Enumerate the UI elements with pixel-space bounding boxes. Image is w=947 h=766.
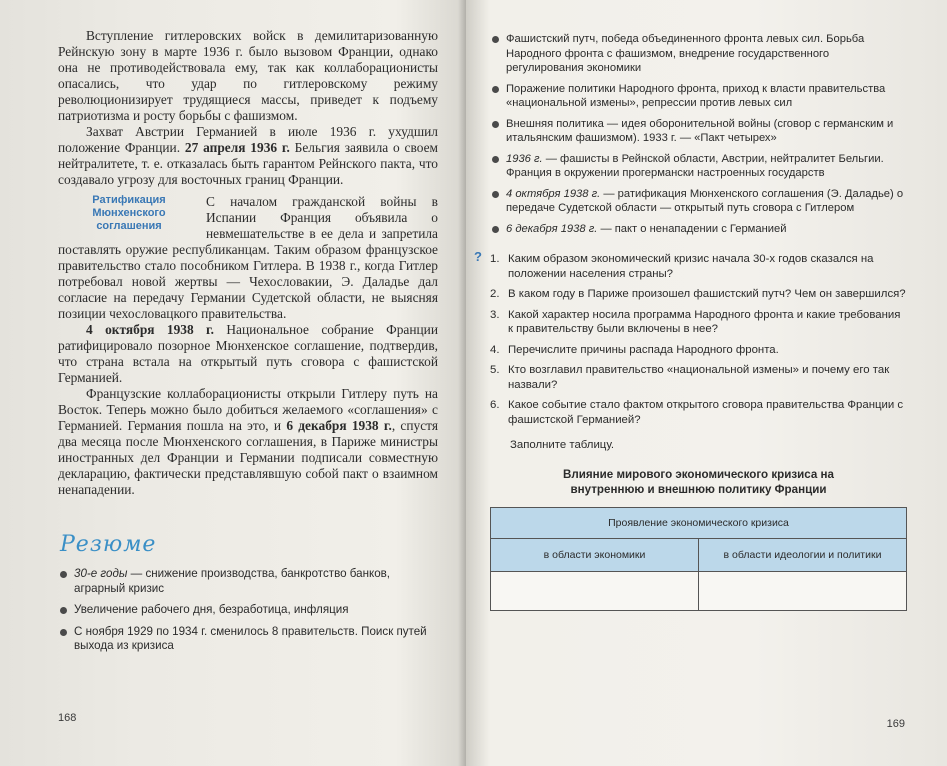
fill-table-prompt: Заполните таблицу. bbox=[510, 439, 615, 451]
summary-bullet-text: Внешняя политика — идея оборонительной войны (сговор с германским и итальянским фашизмом). 1933 г. — «Пакт четырех» bbox=[506, 117, 894, 144]
summary-bullet-date: 4 октября 1938 г. bbox=[506, 187, 601, 200]
question-item bbox=[490, 398, 907, 427]
summary-bullets bbox=[490, 32, 907, 236]
question-mark-icon: ? bbox=[474, 249, 482, 264]
sidebar-label-ratification: Ратификация Мюнхенского соглашения bbox=[92, 194, 166, 232]
question-text: Каким образом экономический кризис начала 30-х годов сказался на положении населения страны? bbox=[508, 253, 874, 280]
question-item bbox=[490, 287, 907, 302]
resume-item bbox=[58, 625, 438, 654]
paragraph-austria-start: Захват Австрии Германией в июле 1936 г. ухудшил bbox=[86, 124, 438, 139]
paragraph-oct-1938 bbox=[58, 322, 438, 386]
summary-bullet-text: — ратификация Мюнхенского соглашения (Э. Даладье) о передаче Судетской области — открытый путь сговора с Гитлером bbox=[506, 187, 904, 214]
resume-item-text: Увеличение рабочего дня, безработица, инфляция bbox=[74, 603, 349, 616]
question-text: Кто возглавил правительство «национальной измены» и почему его так назвали? bbox=[508, 364, 890, 391]
table-caption-line-1: Влияние мирового экономического кризиса на bbox=[563, 468, 834, 481]
table-col-ideology: в области идеологии и политики bbox=[699, 539, 907, 572]
left-page bbox=[0, 0, 466, 766]
question-number: 6. bbox=[490, 399, 500, 411]
resume-item-text: С ноября 1929 по 1934 г. сменилось 8 правительств. Поиск путей выхода из кризиса bbox=[74, 624, 427, 652]
summary-bullet-text: — фашисты в Рейнской области, Австрии, нейтралитет Бельгии. Франция в окружении прогермански настроенных государств bbox=[506, 152, 884, 179]
crisis-table bbox=[490, 507, 907, 611]
paragraph-dec-1938-a: Французские коллаборационисты открыли Гитлеру путь на Восток. Теперь можно было добиться желаемого «соглашения» с Германией. Германия пошла на это, и bbox=[58, 386, 438, 433]
summary-bullet-text: — пакт о ненападении с Германией bbox=[597, 222, 787, 235]
summary-bullet bbox=[490, 82, 907, 111]
table-caption-line-2: внутреннюю и внешнюю политику Франции bbox=[570, 483, 827, 496]
question-text: Какое событие стало фактом открытого сговора правительства Франции с фашистской Германией? bbox=[508, 399, 904, 426]
table-cell-economy[interactable] bbox=[491, 572, 699, 611]
resume-item bbox=[58, 603, 438, 618]
summary-bullet-date: 6 декабря 1938 г. bbox=[506, 222, 598, 235]
summary-bullet-text: Поражение политики Народного фронта, приход к власти правительства «национальной измены», репрессии против левых сил bbox=[506, 82, 886, 109]
date-april-1936: 27 апреля 1936 г. bbox=[184, 140, 290, 155]
question-number: 4. bbox=[490, 343, 500, 356]
paragraph-austria-mid: положение Франции. bbox=[58, 140, 185, 155]
paragraph-rhineland: Вступление гитлеровских войск в демилитаризованную Рейнскую зону в марте 1936 г. было вызовом Франции, однако она не противодействовала ему, так как коллаборационисты опасались, что удар по гитлеровскому режиму революционизирует трудящиеся массы, приведет к подъему патриотизма и росту борьбы с фашизмом. bbox=[58, 28, 438, 123]
date-oct-1938: 4 октября 1938 г. bbox=[86, 322, 214, 337]
paragraph-dec-1938 bbox=[58, 386, 438, 498]
paragraph-spain: С началом гражданской войны в Испании Франция объявила о невмешательстве в ее дела и запретила поставлять оружие республиканцам. Таким образом французское правительство стало пособником Гитлера. В 1938 г., когда Гитлер потребовал новой жертвы — Чехословакии, Э. Даладье дал согласие на передачу Германии Судетской области, не выясняя позиции чехословацкого правительства. bbox=[58, 194, 438, 321]
page-number-left: 168 bbox=[58, 712, 77, 724]
question-number: 2. bbox=[490, 288, 500, 300]
question-item bbox=[490, 252, 907, 281]
question-number: 3. bbox=[490, 308, 500, 321]
summary-bullet-text: Фашистский путч, победа объединенного фронта левых сил. Борьба Народного фронта с фашизмом, внедрение государственного регулирования экономики bbox=[506, 33, 865, 74]
resume-list bbox=[58, 567, 438, 654]
question-text: Перечислите причины распада Народного фронта. bbox=[508, 343, 779, 356]
questions-list bbox=[474, 249, 907, 427]
table-header: Проявление экономического кризиса bbox=[491, 508, 907, 539]
paragraph-oct-1938-text: Национальное собрание Франции ратифицировало позорное Мюнхенское соглашение, подтвердив, что страна встала на открытый путь сговора с фашистской Германией. bbox=[58, 322, 438, 385]
right-page bbox=[466, 0, 947, 766]
resume-heading: Резюме bbox=[60, 532, 157, 557]
question-number: 1. bbox=[490, 253, 500, 265]
paragraph-austria bbox=[58, 124, 438, 188]
paragraph-dec-1938-b: , спустя два месяца после Мюнхенского соглашения, в Париже министры иностранных дел Франции и Германии подписали совместную декларацию, фактически представлявшую собой пакт о взаимном ненападении. bbox=[58, 418, 438, 497]
table-cell-ideology[interactable] bbox=[699, 572, 907, 611]
question-text: В каком году в Париже произошел фашистский путч? Чем он завершился? bbox=[508, 288, 906, 300]
summary-bullet-date: 1936 г. bbox=[506, 152, 543, 165]
summary-bullet bbox=[490, 187, 907, 216]
question-item bbox=[490, 308, 907, 337]
table-caption bbox=[490, 467, 907, 497]
summary-bullet bbox=[490, 152, 907, 181]
table-col-economy: в области экономики bbox=[491, 539, 699, 572]
summary-bullet bbox=[490, 32, 907, 76]
resume-item bbox=[58, 567, 438, 596]
resume-item-text: — снижение производства, банкротство банков, аграрный кризис bbox=[74, 567, 391, 595]
paragraph-austria-end: Бельгия заявила о своем нейтралитете, т. е. отказалась быть гарантом Рейнского пакта, что создавало угрозу для восточных границ Франции. bbox=[58, 140, 439, 187]
question-item bbox=[490, 363, 907, 392]
summary-bullet bbox=[490, 117, 907, 146]
resume-item-em: 30-е годы bbox=[74, 567, 128, 580]
date-dec-1938: 6 декабря 1938 г. bbox=[286, 418, 392, 433]
summary-bullet bbox=[490, 222, 907, 237]
page-number-right: 169 bbox=[886, 718, 905, 730]
question-number: 5. bbox=[490, 364, 500, 376]
question-item bbox=[490, 343, 907, 358]
question-text: Какой характер носила программа Народного фронта и какие требования к правительству были включены в нее? bbox=[508, 308, 901, 335]
